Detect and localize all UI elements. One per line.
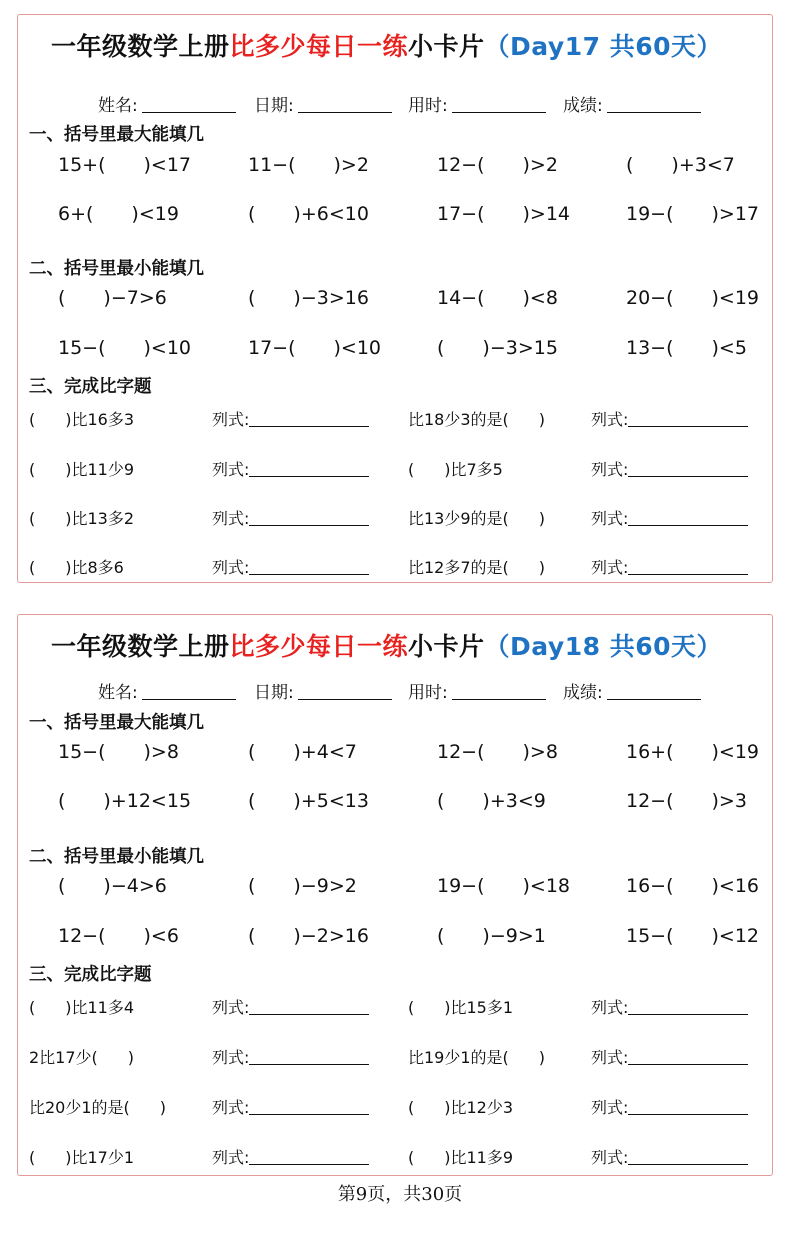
min-fill-question[interactable]: ( )−4>6 <box>58 875 167 897</box>
equation-answer-line[interactable]: 列式: <box>212 555 369 578</box>
min-fill-question[interactable]: 19−( )<18 <box>437 875 571 897</box>
max-fill-question[interactable]: 11−( )>2 <box>248 154 369 176</box>
max-fill-question[interactable]: 19−( )>17 <box>626 203 760 225</box>
min-fill-question[interactable]: ( )−9>2 <box>248 875 357 897</box>
section-2-heading: 二、括号里最小能填几 <box>29 259 204 279</box>
min-fill-question[interactable]: 16−( )<16 <box>626 875 760 897</box>
max-fill-question[interactable]: ( )+3<7 <box>626 154 735 176</box>
max-fill-question[interactable]: 12−( )>2 <box>437 154 558 176</box>
max-fill-question[interactable]: 15−( )>8 <box>58 741 179 763</box>
practice-card-day18 <box>17 614 773 1176</box>
section-2-heading: 二、括号里最小能填几 <box>29 847 204 867</box>
min-fill-question[interactable]: 15−( )<12 <box>626 925 760 947</box>
max-fill-question[interactable]: 12−( )>8 <box>437 741 558 763</box>
comparison-question[interactable]: ( )比12少3 <box>408 1098 514 1117</box>
name-field[interactable]: 姓名: <box>98 91 236 116</box>
comparison-question[interactable]: ( )比13多2 <box>29 509 135 528</box>
score-field[interactable]: 成绩: <box>563 91 701 116</box>
comparison-question[interactable]: 2比17少( ) <box>29 1048 135 1067</box>
min-fill-question[interactable]: 15−( )<10 <box>58 337 192 359</box>
equation-answer-line[interactable]: 列式: <box>591 407 748 430</box>
equation-answer-line[interactable]: 列式: <box>212 506 369 529</box>
comparison-question[interactable]: ( )比15多1 <box>408 998 514 1017</box>
card-title: 一年级数学上册比多少每日一练小卡片（Day17 共60天） <box>51 32 722 61</box>
equation-answer-line[interactable]: 列式: <box>591 555 748 578</box>
card-title: 一年级数学上册比多少每日一练小卡片（Day18 共60天） <box>51 632 722 661</box>
min-fill-question[interactable]: ( )−3>15 <box>437 337 558 359</box>
equation-answer-line[interactable]: 列式: <box>591 1095 748 1118</box>
section-1-heading: 一、括号里最大能填几 <box>29 713 204 733</box>
min-fill-question[interactable]: ( )−2>16 <box>248 925 369 947</box>
equation-answer-line[interactable]: 列式: <box>591 1045 748 1068</box>
min-fill-question[interactable]: 13−( )<5 <box>626 337 747 359</box>
min-fill-question[interactable]: 17−( )<10 <box>248 337 382 359</box>
max-fill-question[interactable]: 16+( )<19 <box>626 741 760 763</box>
equation-answer-line[interactable]: 列式: <box>591 1145 748 1168</box>
min-fill-question[interactable]: ( )−3>16 <box>248 287 369 309</box>
min-fill-question[interactable]: ( )−7>6 <box>58 287 167 309</box>
max-fill-question[interactable]: ( )+6<10 <box>248 203 369 225</box>
min-fill-question[interactable]: ( )−9>1 <box>437 925 546 947</box>
equation-answer-line[interactable]: 列式: <box>212 1045 369 1068</box>
max-fill-question[interactable]: ( )+3<9 <box>437 790 546 812</box>
equation-answer-line[interactable]: 列式: <box>212 407 369 430</box>
time-used-field[interactable]: 用时: <box>408 91 546 116</box>
max-fill-question[interactable]: ( )+12<15 <box>58 790 192 812</box>
max-fill-question[interactable]: 12−( )>3 <box>626 790 747 812</box>
comparison-question[interactable]: 比20少1的是( ) <box>29 1098 167 1117</box>
equation-answer-line[interactable]: 列式: <box>212 1095 369 1118</box>
comparison-question[interactable]: ( )比8多6 <box>29 558 124 577</box>
equation-answer-line[interactable]: 列式: <box>212 1145 369 1168</box>
min-fill-question[interactable]: 12−( )<6 <box>58 925 179 947</box>
max-fill-question[interactable]: ( )+5<13 <box>248 790 369 812</box>
section-3-heading: 三、完成比字题 <box>29 965 152 985</box>
equation-answer-line[interactable]: 列式: <box>212 995 369 1018</box>
section-3-heading: 三、完成比字题 <box>29 377 152 397</box>
comparison-question[interactable]: 比12多7的是( ) <box>408 558 546 577</box>
comparison-question[interactable]: ( )比11少9 <box>29 460 135 479</box>
practice-card-day17 <box>17 14 773 583</box>
score-field[interactable]: 成绩: <box>563 678 701 703</box>
comparison-question[interactable]: ( )比11多4 <box>29 998 135 1017</box>
equation-answer-line[interactable]: 列式: <box>591 457 748 480</box>
comparison-question[interactable]: 比19少1的是( ) <box>408 1048 546 1067</box>
max-fill-question[interactable]: 15+( )<17 <box>58 154 192 176</box>
comparison-question[interactable]: ( )比17少1 <box>29 1148 135 1167</box>
section-1-heading: 一、括号里最大能填几 <box>29 125 204 145</box>
comparison-question[interactable]: ( )比11多9 <box>408 1148 514 1167</box>
date-field[interactable]: 日期: <box>254 678 392 703</box>
page-footer: 第9页，共30页 <box>337 1184 463 1205</box>
comparison-question[interactable]: 比18少3的是( ) <box>408 410 546 429</box>
equation-answer-line[interactable]: 列式: <box>591 995 748 1018</box>
min-fill-question[interactable]: 14−( )<8 <box>437 287 558 309</box>
date-field[interactable]: 日期: <box>254 91 392 116</box>
max-fill-question[interactable]: 17−( )>14 <box>437 203 571 225</box>
comparison-question[interactable]: ( )比16多3 <box>29 410 135 429</box>
max-fill-question[interactable]: 6+( )<19 <box>58 203 179 225</box>
comparison-question[interactable]: 比13少9的是( ) <box>408 509 546 528</box>
name-field[interactable]: 姓名: <box>98 678 236 703</box>
time-used-field[interactable]: 用时: <box>408 678 546 703</box>
max-fill-question[interactable]: ( )+4<7 <box>248 741 357 763</box>
min-fill-question[interactable]: 20−( )<19 <box>626 287 760 309</box>
comparison-question[interactable]: ( )比7多5 <box>408 460 503 479</box>
equation-answer-line[interactable]: 列式: <box>591 506 748 529</box>
equation-answer-line[interactable]: 列式: <box>212 457 369 480</box>
